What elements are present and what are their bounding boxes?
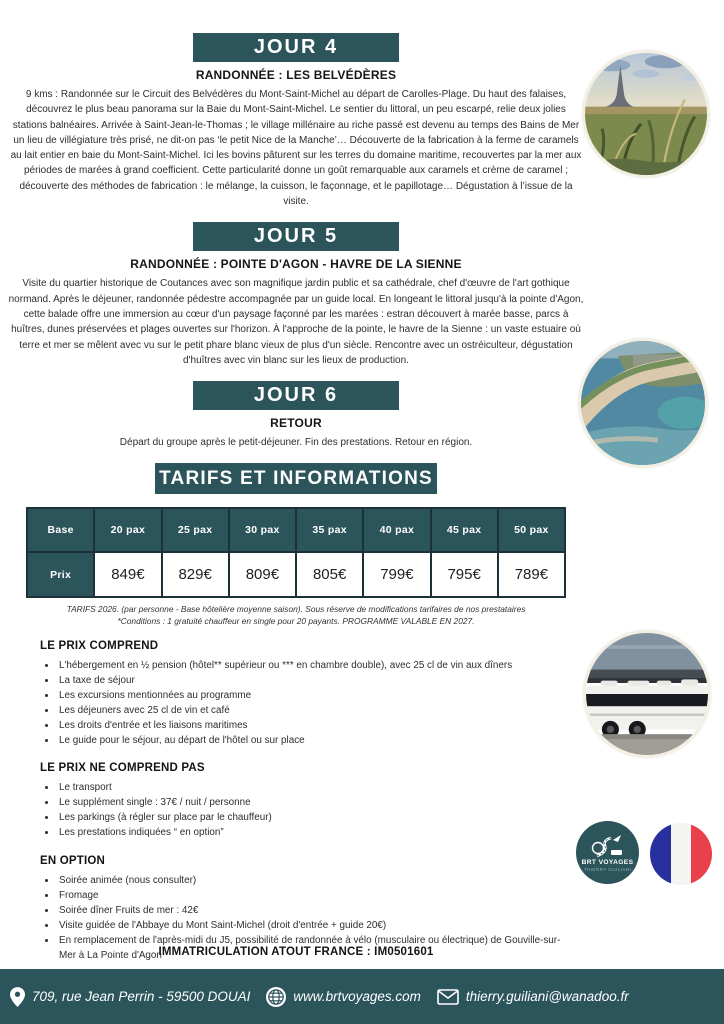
day-4-subtitle: RANDONNÉE : LES BELVÉDÈRES (195, 68, 397, 82)
section-prix-ne-comprend-pas (40, 762, 572, 841)
flag-red-stripe (691, 823, 712, 885)
main-column (8, 33, 584, 627)
coach-bus-illustration (586, 633, 708, 755)
list-item: • Fromage (57, 889, 572, 904)
price-30pax: 809€ (229, 552, 296, 597)
price-45pax: 795€ (431, 552, 498, 597)
coastline-illustration (581, 341, 705, 465)
envelope-icon (437, 989, 459, 1005)
footer-address: 709, rue Jean Perrin - 59500 DOUAI (32, 989, 251, 1004)
day-6-block (8, 381, 584, 450)
prix-comprend-heading: LE PRIX COMPREND (40, 640, 159, 652)
plane-road-icon (591, 834, 625, 858)
prix-ne-comprend-pas-heading: LE PRIX NE COMPREND PAS (40, 762, 205, 775)
price-50pax: 789€ (498, 552, 565, 597)
tarifs-banner: TARIFS ET INFORMATIONS (155, 463, 437, 494)
photo-coach-bus (583, 630, 711, 758)
price-40pax: 799€ (363, 552, 430, 597)
day-5-description: Visite du quartier historique de Coutances avec son magnifique jardin public et sa cathédrale, chef d'œuvre de l'art gothique normand. Après le déjeuner, randonnée pédestre accompagnée par un guide local. En longeant le littoral jusqu'à la pointe d'Agon, cette balade offre une immersion au cœur d'un paysage façonné par les marées : estran découvert à marée basse, parcs à huîtres, dunes préservées et plages ouvertes sur l'horizon. À l'approche de la pointe, le havre de la Sienne : un vaste estuaire où terre et mer se mêlent avec vu sur le petit phare blanc vieux de plus d'un siècle. Rencontre avec un ostréiculteur, dégustation d'huîtres avec vin blanc sur les lieux de production. (8, 278, 584, 366)
footer-email-item (437, 989, 629, 1005)
pricing-row-label: Prix (27, 552, 94, 597)
logo-brand-name: BRT VOYAGES (581, 858, 634, 866)
price-35pax: 805€ (296, 552, 363, 597)
flag-white-stripe (671, 823, 692, 885)
prix-comprend-list (40, 659, 572, 748)
tarif-notes (8, 604, 584, 627)
day-5-block (8, 222, 584, 368)
tarif-note-line1: TARIFS 2026. (par personne - Base hôtelière moyenne saison). Sous réserve de modifications tarifaires de nos prestataires (66, 604, 526, 615)
map-pin-icon (10, 987, 25, 1007)
list-item: • Le transport (57, 781, 572, 796)
photo-havre-de-la-sienne (578, 338, 708, 468)
day-5-header (193, 222, 399, 251)
pricing-header-30pax: 30 pax (229, 508, 296, 552)
day-4-header (193, 33, 399, 62)
list-item: • Soirée dîner Fruits de mer : 42€ (57, 904, 572, 919)
prix-ne-comprend-pas-list (40, 781, 572, 841)
list-item: • En remplacement de l'après-midi du J5, possibilité de randonnée à vélo (musculaire ou électrique) de Gouville-sur-Mer à La Pointe d'Agon (57, 934, 572, 964)
section-prix-comprend (40, 640, 572, 748)
pricing-header-20pax: 20 pax (94, 508, 161, 552)
list-item: • Visite guidée de l'Abbaye du Mont Saint-Michel (droit d'entrée + guide 20€) (57, 919, 572, 934)
photo-mont-saint-michel (582, 50, 710, 178)
immatriculation-text: IMMATRICULATION ATOUT FRANCE : IM0501601 (158, 946, 434, 958)
logo-owner-name: THIERRY GUILIANI (583, 866, 632, 872)
day-6-subtitle: RETOUR (270, 416, 322, 431)
pricing-header-35pax: 35 pax (296, 508, 363, 552)
day-5-title: JOUR 5 (253, 225, 339, 248)
footer-address-item (10, 987, 250, 1007)
en-option-heading: EN OPTION (40, 855, 106, 868)
pricing-table-header-row (27, 508, 565, 552)
tarif-note-line2: *Conditions : 1 gratuité chauffeur en single pour 20 payants. PROGRAMME VALABLE EN 2027. (117, 615, 475, 626)
list-item: • Les prestations indiquées “ en option” (57, 826, 572, 841)
pricing-header-50pax: 50 pax (498, 508, 565, 552)
list-item: • L'hébergement en ½ pension (hôtel** supérieur ou *** en chambre double), avec 25 cl de vin aux dîners (57, 659, 572, 674)
flag-blue-stripe (650, 823, 671, 885)
brt-voyages-logo (576, 821, 639, 884)
conditions-sections (40, 640, 572, 978)
globe-icon (266, 987, 286, 1007)
day-6-header (193, 381, 399, 410)
price-20pax: 849€ (94, 552, 161, 597)
price-25pax: 829€ (162, 552, 229, 597)
logo-art (591, 834, 625, 858)
mont-saint-michel-illustration (585, 53, 707, 175)
pricing-table-price-row (27, 552, 565, 597)
list-item: • Les parkings (à régler sur place par le chauffeur) (57, 811, 572, 826)
pricing-header-45pax: 45 pax (431, 508, 498, 552)
list-item: • Les droits d'entrée et les liaisons maritimes (57, 719, 572, 734)
pricing-header-base: Base (27, 508, 94, 552)
pricing-table (26, 507, 566, 598)
footer-website[interactable]: www.brtvoyages.com (293, 989, 421, 1004)
list-item: • Le guide pour le séjour, au départ de l'hôtel ou sur place (57, 734, 572, 749)
french-flag-icon (650, 823, 712, 885)
day-6-description: Départ du groupe après le petit-déjeuner. Fin des prestations. Retour en région. (119, 437, 473, 449)
pricing-header-25pax: 25 pax (162, 508, 229, 552)
list-item: • Les excursions mentionnées au programme (57, 689, 572, 704)
day-5-subtitle: RANDONNÉE : POINTE D'AGON - HAVRE DE LA SIENNE (130, 257, 462, 272)
footer-website-item (266, 987, 421, 1007)
list-item: • Les déjeuners avec 25 cl de vin et café (57, 704, 572, 719)
pricing-header-40pax: 40 pax (363, 508, 430, 552)
footer-bar (0, 969, 724, 1024)
day-4-title: JOUR 4 (253, 36, 339, 58)
footer-email[interactable]: thierry.guiliani@wanadoo.fr (465, 989, 629, 1004)
day-4-description: 9 kms : Randonnée sur le Circuit des Belvédères du Mont-Saint-Michel au départ de Carolles-Plage. Du haut des falaises, découvrez le plus beau panorama sur la Baie du Mont-Saint-Michel. Le sentier du littoral, un peu escarpé, relie deux jolies stations balnéaires. Arrivée à Saint-Jean-le-Thomas ; le village millénaire au riche passé est devenu au temps des Bains de Mer un lieu de villégiature très prisé, ne dit-on pas ‘le petit Nice de la Manche’… Découverte de la fabrication à la ferme de caramels au lait entier en baie du Mont-Saint-Michel. Ici les bovins pâturent sur les terres du domaine maritime, recouvertes par la mer aux périodes de marées à grand coefficient. Cette particularité donne un goût remarquable aux caramels et crème de caramel ; découverte des méthodes de fabrication : le mélange, la cuisson, le façonnage, et le papillotage… Dégustation à l’issue de la visite. (10, 89, 582, 208)
day-4-block (8, 33, 584, 209)
list-item: • Soirée animée (nous consulter) (57, 874, 572, 889)
day-6-title: JOUR 6 (253, 384, 339, 407)
list-item: • Le supplément single : 37€ / nuit / personne (57, 796, 572, 811)
list-item: • La taxe de séjour (57, 674, 572, 689)
